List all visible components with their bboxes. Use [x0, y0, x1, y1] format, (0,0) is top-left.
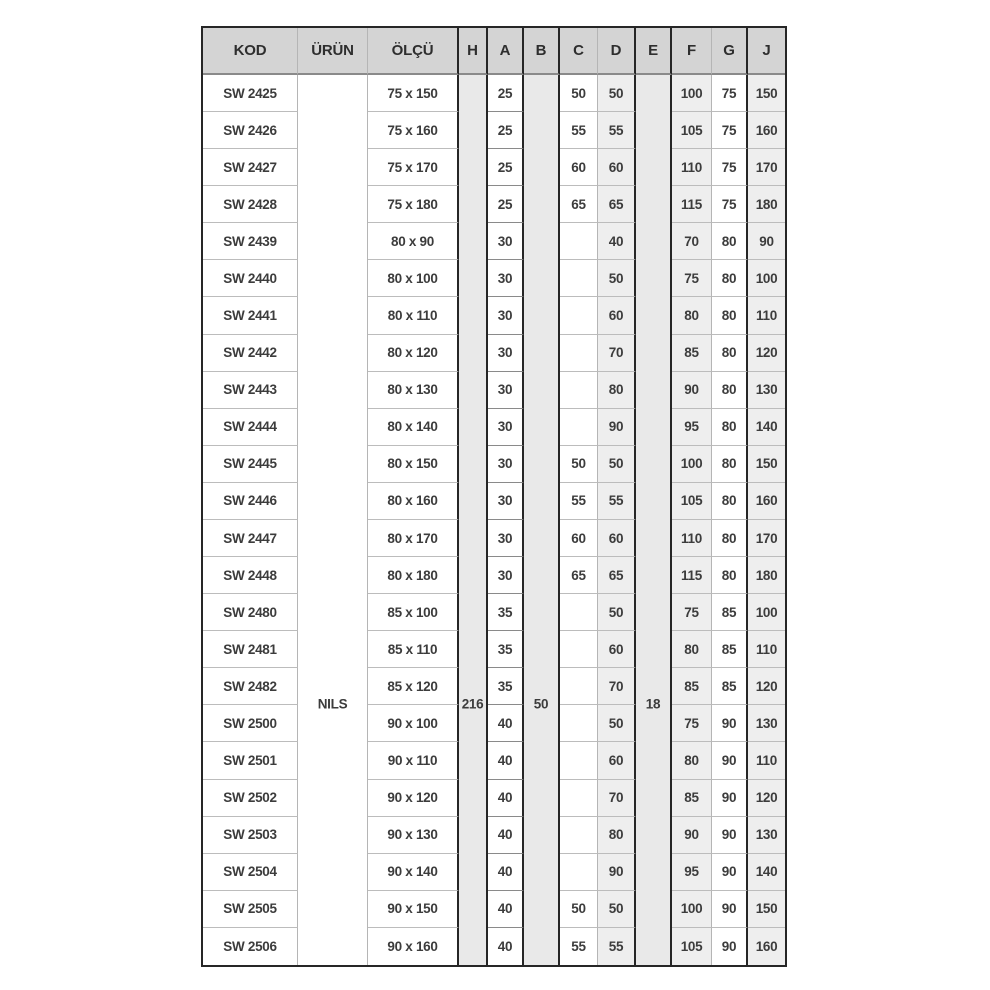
cell-f: 75 — [672, 260, 712, 297]
cell-olcu: 80 x 110 — [368, 297, 459, 334]
cell-olcu: 80 x 170 — [368, 520, 459, 557]
cell-kod: SW 2502 — [203, 780, 298, 817]
cell-g: 75 — [712, 149, 748, 186]
cell-c — [560, 335, 598, 372]
cell-j: 180 — [748, 557, 785, 594]
cell-kod: SW 2447 — [203, 520, 298, 557]
cell-olcu: 90 x 120 — [368, 780, 459, 817]
cell-kod: SW 2506 — [203, 928, 298, 965]
cell-c — [560, 668, 598, 705]
cell-j: 160 — [748, 483, 785, 520]
cell-j: 160 — [748, 928, 785, 965]
cell-c: 50 — [560, 75, 598, 112]
cell-kod: SW 2446 — [203, 483, 298, 520]
cell-j: 130 — [748, 372, 785, 409]
cell-c — [560, 780, 598, 817]
merged-cell-urun — [298, 75, 368, 965]
cell-c — [560, 631, 598, 668]
cell-f: 100 — [672, 446, 712, 483]
cell-c: 65 — [560, 557, 598, 594]
cell-j: 150 — [748, 446, 785, 483]
cell-f: 115 — [672, 557, 712, 594]
cell-g: 75 — [712, 75, 748, 112]
cell-olcu: 85 x 120 — [368, 668, 459, 705]
header-olcu: ÖLÇÜ — [368, 28, 459, 75]
cell-j: 150 — [748, 891, 785, 928]
cell-f: 110 — [672, 520, 712, 557]
cell-f: 105 — [672, 928, 712, 965]
merged-cell-b — [524, 75, 560, 965]
cell-a: 30 — [488, 260, 524, 297]
cell-d: 80 — [598, 372, 636, 409]
cell-d: 80 — [598, 817, 636, 854]
cell-a: 25 — [488, 149, 524, 186]
cell-d: 60 — [598, 742, 636, 779]
cell-a: 40 — [488, 817, 524, 854]
header-c: C — [560, 28, 598, 75]
cell-olcu: 75 x 150 — [368, 75, 459, 112]
cell-c: 50 — [560, 891, 598, 928]
cell-j: 100 — [748, 594, 785, 631]
cell-d: 50 — [598, 75, 636, 112]
header-urun: ÜRÜN — [298, 28, 368, 75]
header-h: H — [459, 28, 488, 75]
cell-j: 140 — [748, 409, 785, 446]
cell-kod: SW 2442 — [203, 335, 298, 372]
cell-j: 100 — [748, 260, 785, 297]
cell-c — [560, 223, 598, 260]
cell-d: 50 — [598, 260, 636, 297]
cell-kod: SW 2427 — [203, 149, 298, 186]
cell-olcu: 80 x 90 — [368, 223, 459, 260]
cell-f: 100 — [672, 891, 712, 928]
cell-j: 170 — [748, 520, 785, 557]
cell-g: 75 — [712, 186, 748, 223]
cell-g: 80 — [712, 297, 748, 334]
cell-a: 40 — [488, 780, 524, 817]
header-a: A — [488, 28, 524, 75]
cell-d: 50 — [598, 705, 636, 742]
cell-kod: SW 2448 — [203, 557, 298, 594]
cell-j: 130 — [748, 705, 785, 742]
cell-a: 40 — [488, 705, 524, 742]
cell-j: 120 — [748, 668, 785, 705]
cell-a: 30 — [488, 409, 524, 446]
cell-a: 40 — [488, 891, 524, 928]
header-f: F — [672, 28, 712, 75]
cell-kod: SW 2480 — [203, 594, 298, 631]
cell-g: 90 — [712, 854, 748, 891]
cell-c — [560, 372, 598, 409]
cell-f: 95 — [672, 409, 712, 446]
cell-a: 30 — [488, 520, 524, 557]
cell-a: 35 — [488, 668, 524, 705]
cell-g: 80 — [712, 483, 748, 520]
cell-olcu: 80 x 100 — [368, 260, 459, 297]
cell-f: 100 — [672, 75, 712, 112]
cell-d: 65 — [598, 557, 636, 594]
cell-j: 90 — [748, 223, 785, 260]
cell-a: 30 — [488, 446, 524, 483]
cell-olcu: 80 x 180 — [368, 557, 459, 594]
merged-cell-h — [459, 75, 488, 965]
cell-kod: SW 2428 — [203, 186, 298, 223]
cell-olcu: 80 x 150 — [368, 446, 459, 483]
cell-d: 50 — [598, 594, 636, 631]
cell-olcu: 80 x 130 — [368, 372, 459, 409]
cell-g: 80 — [712, 446, 748, 483]
merged-value-e: 18 — [645, 696, 661, 712]
cell-f: 110 — [672, 149, 712, 186]
header-j: J — [748, 28, 785, 75]
cell-kod: SW 2443 — [203, 372, 298, 409]
cell-kod: SW 2444 — [203, 409, 298, 446]
cell-f: 105 — [672, 112, 712, 149]
cell-j: 150 — [748, 75, 785, 112]
cell-olcu: 80 x 140 — [368, 409, 459, 446]
cell-d: 65 — [598, 186, 636, 223]
cell-d: 40 — [598, 223, 636, 260]
cell-a: 30 — [488, 483, 524, 520]
cell-d: 70 — [598, 780, 636, 817]
cell-kod: SW 2503 — [203, 817, 298, 854]
cell-c: 60 — [560, 149, 598, 186]
cell-c — [560, 297, 598, 334]
cell-d: 60 — [598, 520, 636, 557]
cell-kod: SW 2482 — [203, 668, 298, 705]
merged-value-h: 216 — [461, 696, 484, 712]
cell-c — [560, 594, 598, 631]
header-e: E — [636, 28, 672, 75]
cell-kod: SW 2440 — [203, 260, 298, 297]
cell-a: 30 — [488, 335, 524, 372]
cell-f: 70 — [672, 223, 712, 260]
cell-j: 120 — [748, 780, 785, 817]
cell-a: 25 — [488, 112, 524, 149]
cell-d: 50 — [598, 891, 636, 928]
header-b: B — [524, 28, 560, 75]
cell-f: 80 — [672, 297, 712, 334]
cell-d: 60 — [598, 149, 636, 186]
cell-a: 35 — [488, 594, 524, 631]
cell-f: 105 — [672, 483, 712, 520]
cell-g: 75 — [712, 112, 748, 149]
cell-a: 30 — [488, 557, 524, 594]
cell-a: 35 — [488, 631, 524, 668]
cell-kod: SW 2425 — [203, 75, 298, 112]
product-spec-table — [201, 26, 787, 967]
cell-d: 90 — [598, 409, 636, 446]
cell-a: 25 — [488, 75, 524, 112]
cell-f: 75 — [672, 705, 712, 742]
cell-f: 90 — [672, 817, 712, 854]
cell-d: 55 — [598, 112, 636, 149]
cell-kod: SW 2505 — [203, 891, 298, 928]
cell-kod: SW 2501 — [203, 742, 298, 779]
cell-j: 110 — [748, 742, 785, 779]
cell-kod: SW 2439 — [203, 223, 298, 260]
cell-g: 80 — [712, 372, 748, 409]
cell-d: 70 — [598, 335, 636, 372]
cell-olcu: 90 x 110 — [368, 742, 459, 779]
cell-f: 115 — [672, 186, 712, 223]
cell-f: 80 — [672, 742, 712, 779]
cell-olcu: 80 x 160 — [368, 483, 459, 520]
cell-g: 80 — [712, 335, 748, 372]
cell-j: 180 — [748, 186, 785, 223]
cell-g: 90 — [712, 891, 748, 928]
cell-g: 90 — [712, 928, 748, 965]
cell-kod: SW 2500 — [203, 705, 298, 742]
cell-d: 70 — [598, 668, 636, 705]
cell-olcu: 75 x 180 — [368, 186, 459, 223]
cell-c — [560, 260, 598, 297]
cell-g: 80 — [712, 260, 748, 297]
cell-d: 60 — [598, 297, 636, 334]
cell-c: 65 — [560, 186, 598, 223]
cell-d: 55 — [598, 483, 636, 520]
cell-j: 160 — [748, 112, 785, 149]
cell-c: 55 — [560, 928, 598, 965]
cell-j: 120 — [748, 335, 785, 372]
cell-olcu: 90 x 160 — [368, 928, 459, 965]
cell-g: 80 — [712, 557, 748, 594]
cell-g: 85 — [712, 668, 748, 705]
cell-c: 55 — [560, 112, 598, 149]
cell-d: 90 — [598, 854, 636, 891]
cell-olcu: 85 x 100 — [368, 594, 459, 631]
cell-olcu: 75 x 160 — [368, 112, 459, 149]
cell-j: 110 — [748, 297, 785, 334]
cell-olcu: 90 x 150 — [368, 891, 459, 928]
cell-c — [560, 742, 598, 779]
cell-olcu: 85 x 110 — [368, 631, 459, 668]
cell-j: 130 — [748, 817, 785, 854]
cell-kod: SW 2504 — [203, 854, 298, 891]
cell-g: 80 — [712, 520, 748, 557]
cell-a: 40 — [488, 854, 524, 891]
cell-f: 85 — [672, 780, 712, 817]
cell-g: 85 — [712, 631, 748, 668]
cell-f: 75 — [672, 594, 712, 631]
header-d: D — [598, 28, 636, 75]
cell-olcu: 80 x 120 — [368, 335, 459, 372]
cell-f: 80 — [672, 631, 712, 668]
cell-d: 60 — [598, 631, 636, 668]
cell-olcu: 75 x 170 — [368, 149, 459, 186]
cell-c — [560, 854, 598, 891]
cell-f: 95 — [672, 854, 712, 891]
cell-g: 90 — [712, 817, 748, 854]
cell-j: 170 — [748, 149, 785, 186]
cell-c — [560, 409, 598, 446]
cell-g: 90 — [712, 705, 748, 742]
merged-cell-e — [636, 75, 672, 965]
cell-g: 90 — [712, 780, 748, 817]
cell-c: 55 — [560, 483, 598, 520]
cell-g: 80 — [712, 409, 748, 446]
cell-a: 40 — [488, 742, 524, 779]
cell-a: 30 — [488, 372, 524, 409]
cell-kod: SW 2426 — [203, 112, 298, 149]
cell-c — [560, 705, 598, 742]
cell-d: 50 — [598, 446, 636, 483]
cell-f: 85 — [672, 335, 712, 372]
merged-value-urun: NILS — [317, 696, 348, 712]
cell-f: 85 — [672, 668, 712, 705]
cell-kod: SW 2445 — [203, 446, 298, 483]
cell-g: 85 — [712, 594, 748, 631]
cell-a: 30 — [488, 297, 524, 334]
cell-a: 30 — [488, 223, 524, 260]
cell-c: 50 — [560, 446, 598, 483]
cell-a: 40 — [488, 928, 524, 965]
header-kod: KOD — [203, 28, 298, 75]
cell-olcu: 90 x 130 — [368, 817, 459, 854]
cell-c: 60 — [560, 520, 598, 557]
cell-kod: SW 2441 — [203, 297, 298, 334]
cell-olcu: 90 x 100 — [368, 705, 459, 742]
cell-g: 90 — [712, 742, 748, 779]
cell-f: 90 — [672, 372, 712, 409]
merged-value-b: 50 — [533, 696, 549, 712]
header-g: G — [712, 28, 748, 75]
cell-j: 110 — [748, 631, 785, 668]
cell-j: 140 — [748, 854, 785, 891]
cell-olcu: 90 x 140 — [368, 854, 459, 891]
cell-c — [560, 817, 598, 854]
cell-kod: SW 2481 — [203, 631, 298, 668]
cell-d: 55 — [598, 928, 636, 965]
cell-g: 80 — [712, 223, 748, 260]
cell-a: 25 — [488, 186, 524, 223]
